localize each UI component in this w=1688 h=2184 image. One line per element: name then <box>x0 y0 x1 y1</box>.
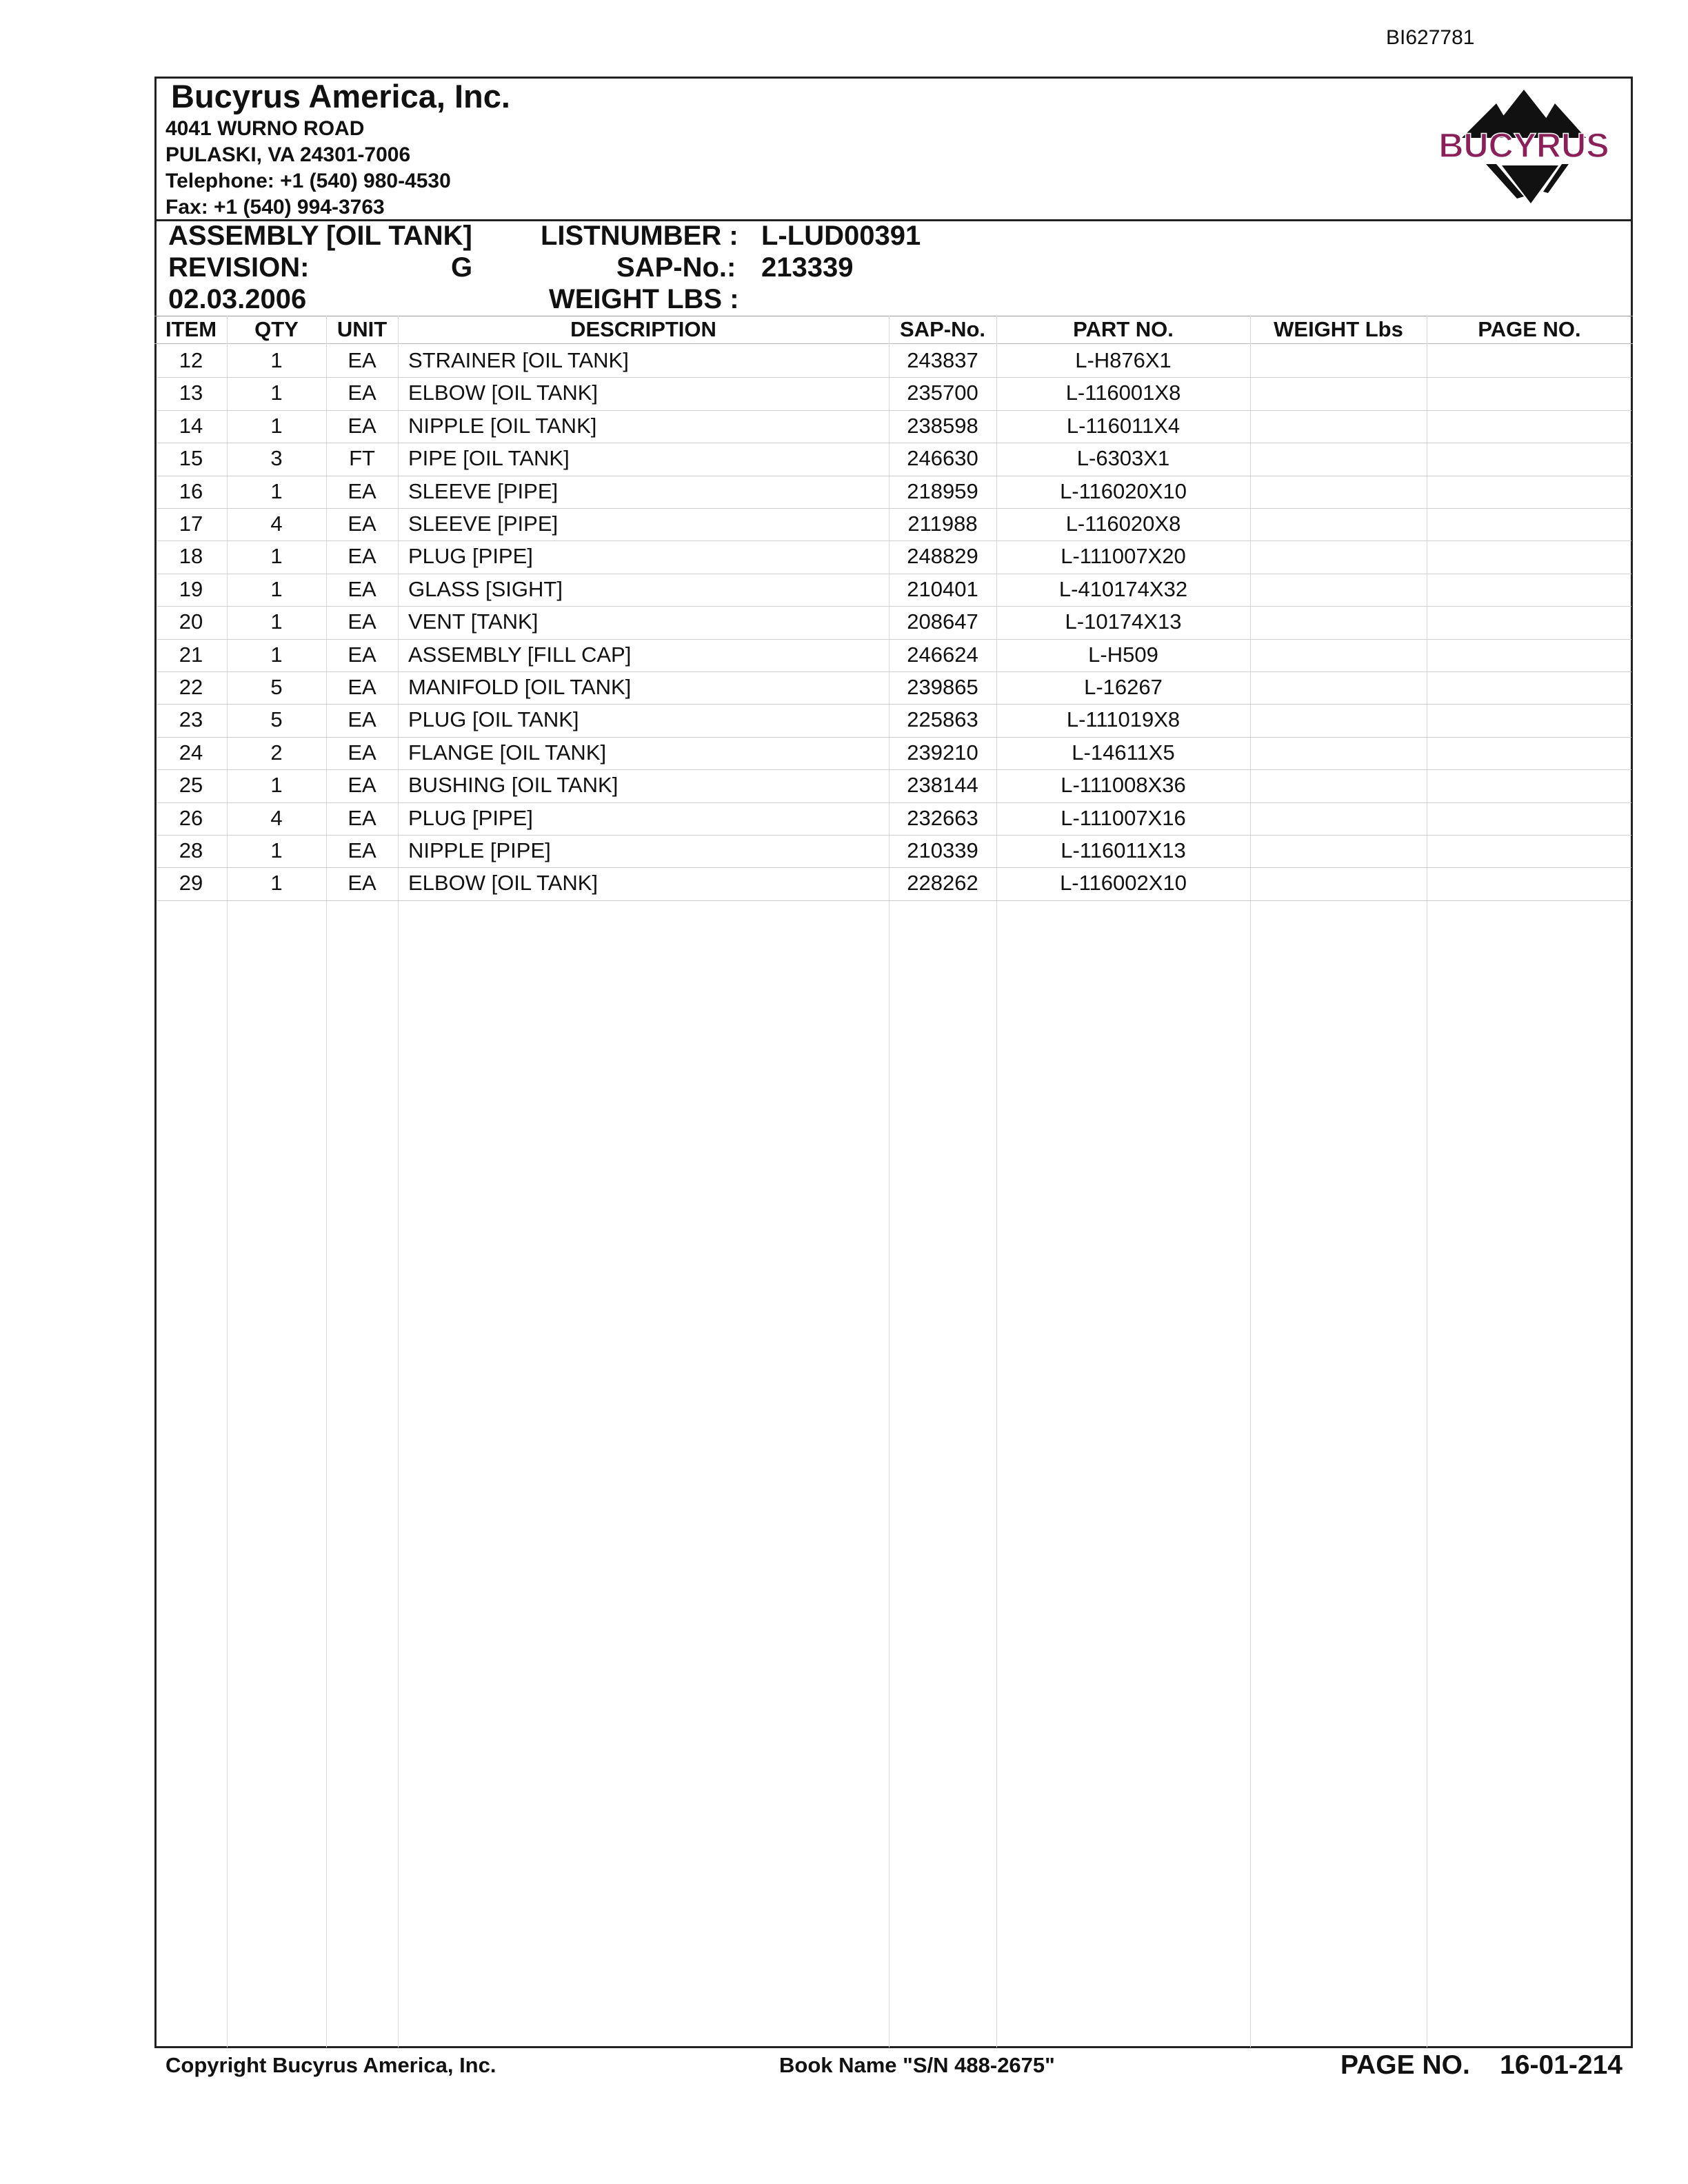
footer-page-value: 16-01-214 <box>1500 2050 1622 2080</box>
cell-sap-no: 228262 <box>907 871 978 896</box>
cell-description: BUSHING [OIL TANK] <box>408 773 619 798</box>
cell-qty: 1 <box>270 871 283 896</box>
row-divider <box>157 802 1631 803</box>
cell-item: 28 <box>179 838 203 862</box>
bucyrus-logo <box>1420 83 1627 214</box>
row-divider <box>157 704 1631 705</box>
footer-book-name: Book Name "S/N 488-2675" <box>779 2053 1055 2077</box>
cell-unit: EA <box>348 805 376 830</box>
cell-item: 20 <box>179 609 203 634</box>
cell-item: 19 <box>179 576 203 601</box>
cell-qty: 1 <box>270 838 283 862</box>
cell-item: 14 <box>179 413 203 438</box>
cell-part-no: L-16267 <box>1084 675 1163 699</box>
cell-item: 23 <box>179 707 203 732</box>
cell-part-no: L-116011X13 <box>1061 838 1186 862</box>
cell-item: 13 <box>179 381 203 405</box>
cell-description: ELBOW [OIL TANK] <box>408 871 599 896</box>
cell-description: PIPE [OIL TANK] <box>408 446 570 471</box>
cell-item: 12 <box>179 348 203 372</box>
cell-description: ELBOW [OIL TANK] <box>408 381 599 405</box>
cell-qty: 1 <box>270 381 283 405</box>
cell-part-no: L-116020X10 <box>1060 478 1187 503</box>
row-divider <box>157 671 1631 672</box>
row-divider <box>157 737 1631 738</box>
cell-qty: 1 <box>270 609 283 634</box>
cell-part-no: L-116011X4 <box>1066 413 1180 438</box>
cell-part-no: L-410174X32 <box>1058 576 1188 601</box>
cell-part-no: L-H509 <box>1088 642 1158 667</box>
row-divider <box>157 540 1631 541</box>
sap-number-value: 213339 <box>761 252 854 283</box>
cell-qty: 1 <box>270 478 283 503</box>
cell-qty: 1 <box>270 576 283 601</box>
cell-description: MANIFOLD [OIL TANK] <box>408 675 632 699</box>
cell-qty: 4 <box>270 512 283 536</box>
cell-item: 18 <box>179 544 203 569</box>
cell-sap-no: 218959 <box>907 478 978 503</box>
company-address-line2: PULASKI, VA 24301-7006 <box>165 143 411 166</box>
cell-item: 21 <box>179 642 203 667</box>
column-separator <box>326 316 327 2048</box>
cell-sap-no: 239210 <box>907 740 978 765</box>
cell-unit: EA <box>348 838 376 862</box>
listnumber-label: LISTNUMBER : <box>541 221 738 251</box>
document-date: 02.03.2006 <box>168 284 307 314</box>
cell-qty: 1 <box>270 642 283 667</box>
cell-description: STRAINER [OIL TANK] <box>408 348 629 372</box>
cell-part-no: L-6303X1 <box>1076 446 1170 471</box>
cell-sap-no: 248829 <box>907 544 978 569</box>
cell-sap-no: 225863 <box>907 707 978 732</box>
cell-description: SLEEVE [PIPE] <box>408 478 559 503</box>
row-divider <box>157 639 1631 640</box>
cell-sap-no: 232663 <box>907 805 978 830</box>
column-header-weight: WEIGHT Lbs <box>1274 317 1403 341</box>
document-id: BI627781 <box>1386 26 1475 49</box>
cell-description: ASSEMBLY [FILL CAP] <box>408 642 632 667</box>
assembly-title: ASSEMBLY [OIL TANK] <box>168 221 472 251</box>
cell-qty: 1 <box>270 773 283 798</box>
cell-item: 24 <box>179 740 203 765</box>
listnumber-value: L-LUD00391 <box>761 221 921 251</box>
cell-unit: EA <box>348 413 376 438</box>
cell-sap-no: 235700 <box>907 381 978 405</box>
cell-sap-no: 246624 <box>907 642 978 667</box>
cell-unit: EA <box>348 576 376 601</box>
cell-item: 16 <box>179 478 203 503</box>
column-header-sap-no: SAP-No. <box>900 317 985 341</box>
cell-sap-no: 210401 <box>907 576 978 601</box>
cell-unit: EA <box>348 871 376 896</box>
cell-item: 29 <box>179 871 203 896</box>
footer-copyright: Copyright Bucyrus America, Inc. <box>165 2053 496 2077</box>
column-separator <box>227 316 228 2048</box>
row-divider <box>157 900 1631 901</box>
cell-unit: EA <box>348 512 376 536</box>
cell-unit: EA <box>348 675 376 699</box>
column-separator <box>889 316 890 2048</box>
row-divider <box>157 508 1631 509</box>
weight-lbs-label: WEIGHT LBS : <box>549 284 739 314</box>
footer-page-number <box>1340 2050 1622 2081</box>
cell-description: PLUG [PIPE] <box>408 544 533 569</box>
cell-sap-no: 210339 <box>907 838 978 862</box>
cell-part-no: L-111007X16 <box>1061 805 1186 830</box>
cell-sap-no: 239865 <box>907 675 978 699</box>
cell-sap-no: 208647 <box>907 609 978 634</box>
row-divider <box>157 606 1631 607</box>
column-header-part-no: PART NO. <box>1073 317 1174 341</box>
cell-description: FLANGE [OIL TANK] <box>408 740 607 765</box>
cell-item: 25 <box>179 773 203 798</box>
cell-unit: EA <box>348 544 376 569</box>
cell-qty: 5 <box>270 707 283 732</box>
cell-part-no: L-111019X8 <box>1066 707 1180 732</box>
row-divider <box>157 835 1631 836</box>
cell-unit: EA <box>348 348 376 372</box>
cell-description: PLUG [PIPE] <box>408 805 533 830</box>
cell-sap-no: 243837 <box>907 348 978 372</box>
cell-item: 17 <box>179 512 203 536</box>
cell-part-no: L-10174X13 <box>1065 609 1182 634</box>
column-separator <box>1250 316 1251 2048</box>
cell-qty: 3 <box>270 446 283 471</box>
company-address-line1: 4041 WURNO ROAD <box>165 117 365 140</box>
cell-unit: EA <box>348 773 376 798</box>
cell-part-no: L-111007X20 <box>1061 544 1186 569</box>
cell-qty: 1 <box>270 413 283 438</box>
cell-sap-no: 238598 <box>907 413 978 438</box>
company-fax: Fax: +1 (540) 994-3763 <box>165 196 385 219</box>
cell-description: SLEEVE [PIPE] <box>408 512 559 536</box>
cell-description: NIPPLE [OIL TANK] <box>408 413 597 438</box>
column-header-page-no: PAGE NO. <box>1478 317 1581 341</box>
cell-unit: EA <box>348 609 376 634</box>
column-header-description: DESCRIPTION <box>570 317 716 341</box>
column-header-qty: QTY <box>254 317 299 341</box>
revision-value: G <box>451 252 473 283</box>
row-divider <box>157 769 1631 770</box>
column-separator <box>398 316 399 2048</box>
cell-unit: EA <box>348 642 376 667</box>
column-separator <box>996 316 997 2048</box>
cell-item: 22 <box>179 675 203 699</box>
cell-part-no: L-116001X8 <box>1065 381 1181 405</box>
cell-description: NIPPLE [PIPE] <box>408 838 551 862</box>
cell-sap-no: 246630 <box>907 446 978 471</box>
column-header-unit: UNIT <box>336 317 388 341</box>
cell-description: GLASS [SIGHT] <box>408 576 563 601</box>
row-divider <box>157 410 1631 411</box>
footer-page-label: PAGE NO. <box>1340 2050 1470 2080</box>
revision-label: REVISION: <box>168 252 310 283</box>
column-header-divider <box>154 343 1633 344</box>
cell-item: 26 <box>179 805 203 830</box>
company-telephone: Telephone: +1 (540) 980-4530 <box>165 170 451 192</box>
cell-unit: EA <box>348 381 376 405</box>
cell-sap-no: 238144 <box>907 773 978 798</box>
company-name: Bucyrus America, Inc. <box>171 78 510 114</box>
cell-part-no: L-116020X8 <box>1065 512 1181 536</box>
cell-part-no: L-14611X5 <box>1072 740 1175 765</box>
cell-part-no: L-111008X36 <box>1061 773 1186 798</box>
cell-part-no: L-H876X1 <box>1075 348 1172 372</box>
cell-qty: 2 <box>270 740 283 765</box>
cell-unit: EA <box>348 707 376 732</box>
cell-qty: 5 <box>270 675 283 699</box>
cell-qty: 4 <box>270 805 283 830</box>
cell-part-no: L-116002X10 <box>1060 871 1187 896</box>
cell-qty: 1 <box>270 544 283 569</box>
logo-wordmark: BUCYRUS <box>1438 126 1609 165</box>
cell-description: PLUG [OIL TANK] <box>408 707 579 732</box>
cell-sap-no: 211988 <box>907 512 978 536</box>
cell-unit: EA <box>348 478 376 503</box>
row-divider <box>157 867 1631 868</box>
cell-unit: EA <box>348 740 376 765</box>
column-header-item: ITEM <box>165 317 217 341</box>
cell-unit: FT <box>349 446 375 471</box>
cell-item: 15 <box>179 446 203 471</box>
sap-number-label: SAP-No.: <box>616 252 736 283</box>
cell-description: VENT [TANK] <box>408 609 539 634</box>
row-divider <box>157 377 1631 378</box>
cell-qty: 1 <box>270 348 283 372</box>
